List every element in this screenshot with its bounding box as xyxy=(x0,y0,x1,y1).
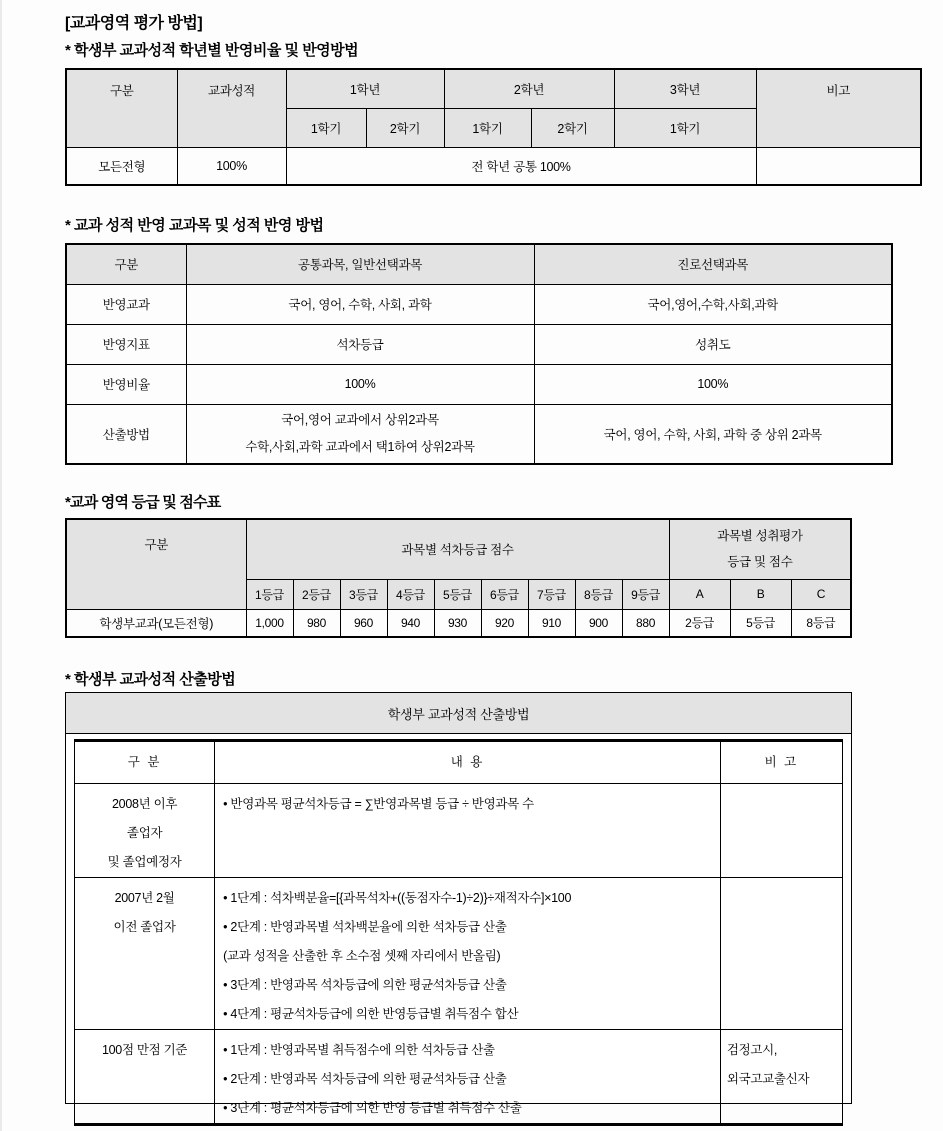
section-2-heading: * 교과 성적 반영 교과목 및 성적 반영 방법 xyxy=(65,217,324,234)
t3-header-gubun: 구분 xyxy=(66,519,246,609)
t2-cell: 국어,영어,수학,사회,과학 xyxy=(534,284,892,324)
grade-score-table xyxy=(65,518,852,638)
t1-header-note: 비고 xyxy=(756,69,921,147)
t4-label-line: 및 졸업예정자 xyxy=(107,855,182,869)
t2-cell: 100% xyxy=(534,364,892,404)
grade-header-cell: B xyxy=(730,579,791,609)
t4-row-label xyxy=(75,784,215,878)
t4-label-line: 2007년 2월 xyxy=(114,891,175,905)
t2-cell: 성취도 xyxy=(534,324,892,364)
grade-header-cell: 4등급 xyxy=(387,579,434,609)
t4-content-line: • 2단계 : 반영과목별 석차백분율에 의한 석차등급 산출 xyxy=(223,920,507,934)
grade-score-cell: 880 xyxy=(622,609,669,637)
t3-achievement-line: 등급 및 점수 xyxy=(727,555,793,570)
grade-header-cell: 1등급 xyxy=(246,579,293,609)
grade-score-cell: 920 xyxy=(481,609,528,637)
grade-header-cell: 8등급 xyxy=(575,579,622,609)
section-3-heading: *교과 영역 등급 및 점수표 xyxy=(65,494,221,511)
t2-cell-method-career: 국어, 영어, 수학, 사회, 과학 중 상위 2과목 xyxy=(534,404,892,464)
t2-header-common: 공통과목, 일반선택과목 xyxy=(186,244,534,284)
t2-header-gubun: 구분 xyxy=(66,244,186,284)
grade-score-cell: 940 xyxy=(387,609,434,637)
grade-score-cell: 1,000 xyxy=(246,609,293,637)
t2-cell-method-common xyxy=(186,404,534,464)
t1-header-gubun: 구분 xyxy=(66,69,177,147)
t1-header-score: 교과성적 xyxy=(177,69,286,147)
grade-header-cell: 7등급 xyxy=(528,579,575,609)
section-4-heading: * 학생부 교과성적 산출방법 xyxy=(65,671,236,688)
t4-label-line: 졸업자 xyxy=(126,826,163,840)
t4-content-line: • 3단계 : 평균석차등급에 의한 반영 등급별 취득점수 산출 xyxy=(223,1101,522,1115)
grade-score-cell: 900 xyxy=(575,609,622,637)
t4-content-line: (교과 성적을 산출한 후 소수점 셋째 자리에서 반올림) xyxy=(223,949,501,963)
grade-header-cell: A xyxy=(669,579,730,609)
t4-header-note: 비 고 xyxy=(720,741,842,784)
t4-note-line: 외국고교출신자 xyxy=(726,1072,810,1086)
t1-cell-score: 100% xyxy=(177,147,286,185)
t1-header-sem: 2학기 xyxy=(531,108,614,147)
grade-header-cell: C xyxy=(791,579,851,609)
t3-achievement-line: 과목별 성취평가 xyxy=(717,529,803,544)
t1-cell-note xyxy=(756,147,921,185)
t4-header-content: 내 용 xyxy=(215,741,721,784)
t1-cell-common: 전 학년 공통 100% xyxy=(286,147,756,185)
t2-header-career: 진로선택과목 xyxy=(534,244,892,284)
t1-header-sem: 1학기 xyxy=(286,108,366,147)
t4-row-label xyxy=(75,1030,215,1125)
year-ratio-table xyxy=(65,68,922,186)
grade-header-cell: 3등급 xyxy=(340,579,387,609)
grade-header-cell: 9등급 xyxy=(622,579,669,609)
t4-content-line: • 2단계 : 반영과목 석차등급에 의한 평균석차등급 산출 xyxy=(223,1072,507,1086)
calculation-method-box xyxy=(65,692,852,1115)
t4-label-line: 이전 졸업자 xyxy=(113,920,176,934)
t1-header-grade1: 1학년 xyxy=(286,69,444,108)
grade-score-cell: 5등급 xyxy=(730,609,791,637)
t4-header-gubun: 구 분 xyxy=(75,741,215,784)
grade-header-cell: 5등급 xyxy=(434,579,481,609)
calculation-method-table xyxy=(74,739,843,1126)
t4-label-line: 2008년 이후 xyxy=(112,797,178,811)
t4-row-note xyxy=(720,784,842,878)
grade-header-cell: 6등급 xyxy=(481,579,528,609)
grade-score-cell: 8등급 xyxy=(791,609,851,637)
t4-content-line: • 반영과목 평균석차등급 = ∑반영과목별 등급 ÷ 반영과목 수 xyxy=(223,797,534,811)
t4-title: 학생부 교과성적 산출방법 xyxy=(66,693,851,734)
t2-method-line: 수학,사회,과학 교과에서 택1하여 상위2과목 xyxy=(245,439,475,454)
t4-row-label xyxy=(75,878,215,1030)
grade-score-cell: 960 xyxy=(340,609,387,637)
t2-label-ratio: 반영비율 xyxy=(66,364,186,404)
t4-note-line: 검정고시, xyxy=(726,1043,778,1057)
grade-score-cell: 930 xyxy=(434,609,481,637)
t2-label-indicator: 반영지표 xyxy=(66,324,186,364)
section-1-heading: * 학생부 교과성적 학년별 반영비율 및 반영방법 xyxy=(65,42,359,59)
t3-header-rank-score: 과목별 석차등급 점수 xyxy=(246,519,669,579)
t2-label-subjects: 반영교과 xyxy=(66,284,186,324)
window-left-edge xyxy=(0,0,2,1131)
grade-header-cell: 2등급 xyxy=(293,579,340,609)
t4-row-content xyxy=(215,1030,721,1125)
t4-content-line: • 1단계 : 석차백분율=[{과목석차+((동점자수-1)÷2)}÷재적자수]×100 xyxy=(223,891,572,905)
grade-score-cell: 980 xyxy=(293,609,340,637)
t4-content-line: • 3단계 : 반영과목 석차등급에 의한 평균석차등급 산출 xyxy=(223,978,507,992)
t4-label-line: 100점 만점 기준 xyxy=(101,1043,188,1057)
t4-content-line: • 1단계 : 반영과목별 취득점수에 의한 석차등급 산출 xyxy=(223,1043,495,1057)
t4-content-line: • 4단계 : 평균석차등급에 의한 반영등급별 취득점수 합산 xyxy=(223,1007,519,1021)
subject-reflection-table xyxy=(65,243,893,465)
t2-label-method: 산출방법 xyxy=(66,404,186,464)
t4-row-content xyxy=(215,784,721,878)
t1-header-sem: 1학기 xyxy=(444,108,531,147)
t1-cell-gubun: 모든전형 xyxy=(66,147,177,185)
t1-header-sem: 1학기 xyxy=(614,108,756,147)
t4-row-note xyxy=(720,878,842,1030)
t1-header-grade3: 3학년 xyxy=(614,69,756,108)
t2-cell: 100% xyxy=(186,364,534,404)
grade-score-cell: 2등급 xyxy=(669,609,730,637)
t2-cell: 석차등급 xyxy=(186,324,534,364)
t4-row-content xyxy=(215,878,721,1030)
t3-header-achievement xyxy=(669,519,851,579)
t2-cell: 국어, 영어, 수학, 사회, 과학 xyxy=(186,284,534,324)
t1-header-grade2: 2학년 xyxy=(444,69,614,108)
t1-header-sem: 2학기 xyxy=(366,108,444,147)
t3-row-label: 학생부교과(모든전형) xyxy=(66,609,246,637)
document-title: [교과영역 평가 방법] xyxy=(65,15,203,32)
t4-row-note xyxy=(720,1030,842,1125)
grade-score-cell: 910 xyxy=(528,609,575,637)
t2-method-line: 국어,영어 교과에서 상위2과목 xyxy=(281,412,439,427)
